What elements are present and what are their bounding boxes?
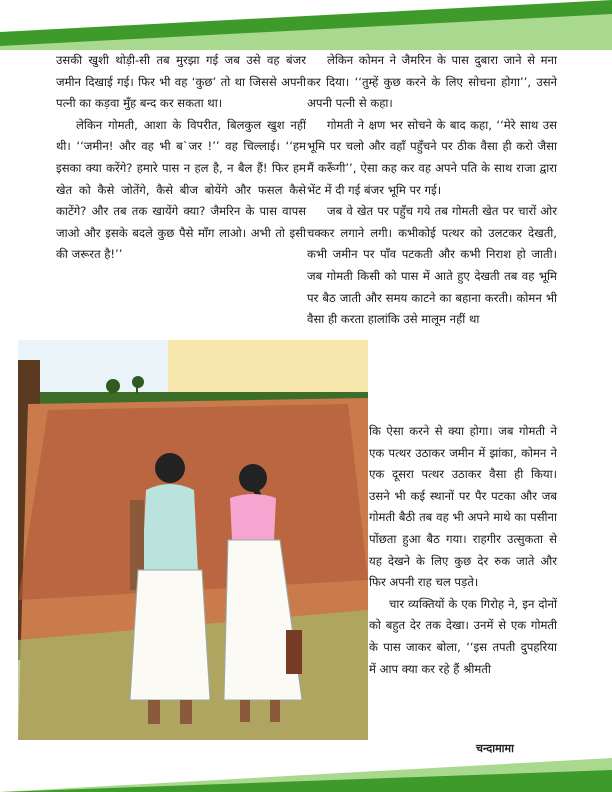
paragraph: लेकिन गोमती, आशा के विपरीत, बिलकुल खुश नहीं थी। ‘‘जमीन! और वह भी ब`जर !’’ वह चिल्लाई। ‘‘हम इसका क्या करेंगे? हमारे पास न हल है, न बैल हैं! फिर हम खेत को कैसे जोतेंगे, कैसे बीज बोयेंगे और फसल कैसे काटेंगे? और तब तक खायेंगे क्या? जैमरिन के पास वापस जाओ और इसके बदले कुछ पैसे माँग लाओ। अभी तो इसी की जरूरत है!’’ — [56, 117, 306, 262]
paragraph: उसकी खुशी थोड़ी-सी तब मुरझा गई जब उसे वह बंजर जमीन दिखाई गई। फिर भी वह ‘कुछ’ तो था जिससे अपनी पत्नी का कड़वा मुँह बन्द कर सकता था। — [56, 53, 306, 111]
bottom-green-band — [0, 752, 612, 792]
magazine-name-footer: चन्दामामा — [476, 742, 514, 755]
right-column-lower — [369, 421, 557, 680]
right-column-upper — [307, 50, 557, 331]
left-column — [56, 50, 306, 266]
paragraph: जब वे खेत पर पहुँच गये तब गोमती खेत पर चारों ओर चक्कर लगाने लगी। कभीकोई पत्थर को उलटकर देखती, कभी जमीन पर पाँव पटकती और कभी निराश हो जाती। जब गोमती किसी को पास में आते हुए देखती तब वह भूमि पर बैठ जाती और समय काटने का बहाना करती। कोमन भी वैसा ही करता हालांकि उसे मालूम नहीं था — [307, 204, 557, 327]
paragraph: लेकिन कोमन ने जैमरिन के पास दुबारा जाने से मना कर दिया। ‘‘तुम्हें कुछ करने के लिए सोचना होगा’’, उसने अपनी पत्नी से कहा। — [307, 53, 557, 111]
top-green-band — [0, 0, 612, 50]
couple-in-field-illustration — [18, 340, 368, 750]
paragraph: चार व्यक्तियों के एक गिरोह ने, इन दोनों को बहुत देर तक देखा। उनमें से एक गोमती के पास जाकर बोला, ‘‘इस तपती दुपहरिया में आप क्या कर रहे हैं श्रीमती — [369, 596, 557, 676]
paragraph: कि ऐसा करने से क्या होगा। जब गोमती ने एक पत्थर उठाकर जमीन में झांका, कोमन ने एक दूसरा पत्थर उठाकर वैसा ही किया। उसने भी कई स्थानों पर पैर पटका और जब गोमती बैठी तब वह भी अपने माथे का पसीना पोंछता हुआ बैठ गया। राहगीर उत्सुकता से यह देखने के लिए कुछ देर रुक जाते और फिर अपनी राह चल पड़ते। — [369, 424, 557, 590]
paragraph: गोमती ने क्षण भर सोचने के बाद कहा, ‘‘मेरे साथ उस भूमि पर चलो और वहाँ पहुँचने पर ठीक वैसा ही करो जैसा मैं करूँगी’’, ऐसा कह कर वह अपने पति के साथ राजा द्वारा भेंट में दी गई बंजर भूमि पर गई। — [307, 117, 557, 197]
